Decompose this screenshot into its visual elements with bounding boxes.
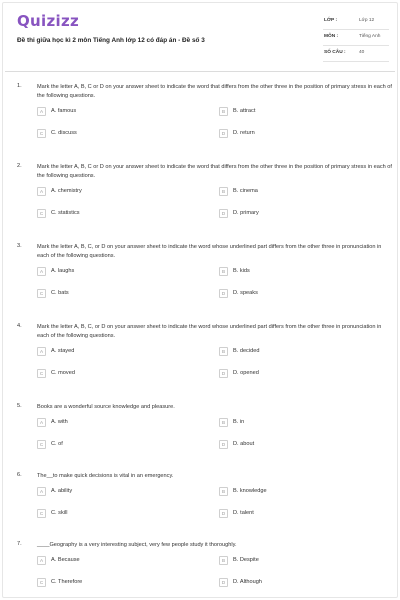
- question-text: Books are a wonderful source knowledge and pleasure.: [37, 404, 175, 410]
- question-item: [3, 321, 397, 401]
- question-list: [3, 81, 397, 598]
- option-letter-box[interactable]: A: [37, 107, 46, 116]
- question-number: 3.: [17, 243, 22, 249]
- option-text: C. of: [51, 441, 63, 447]
- question-item: [3, 161, 397, 241]
- answer-option[interactable]: [219, 209, 369, 221]
- option-text: D. opened: [233, 370, 259, 376]
- quizizz-logo[interactable]: Quizizz: [17, 12, 80, 30]
- option-text: B. knowledge: [233, 488, 267, 494]
- option-letter-box[interactable]: B: [219, 107, 228, 116]
- answer-option[interactable]: [37, 289, 187, 301]
- question-number: 6.: [17, 472, 22, 478]
- answer-option[interactable]: [37, 509, 187, 521]
- option-letter-box[interactable]: A: [37, 556, 46, 565]
- answer-option[interactable]: [37, 487, 187, 499]
- option-letter-box[interactable]: D: [219, 369, 228, 378]
- option-letter-box[interactable]: C: [37, 289, 46, 298]
- meta-value: Lớp 12: [359, 18, 375, 23]
- answer-option[interactable]: [37, 187, 187, 199]
- answer-option[interactable]: [37, 209, 187, 221]
- question-number: 7.: [17, 541, 22, 547]
- question-item: [3, 241, 397, 321]
- option-letter-box[interactable]: D: [219, 129, 228, 138]
- option-letter-box[interactable]: D: [219, 509, 228, 518]
- question-number: 5.: [17, 403, 22, 409]
- option-text: A. Because: [51, 557, 80, 563]
- worksheet-header: [3, 3, 397, 67]
- option-letter-box[interactable]: C: [37, 129, 46, 138]
- answer-option[interactable]: [219, 347, 369, 359]
- answer-option[interactable]: [37, 347, 187, 359]
- option-letter-box[interactable]: A: [37, 487, 46, 496]
- option-letter-box[interactable]: C: [37, 209, 46, 218]
- meta-label: LỚP :: [324, 18, 338, 23]
- meta-label: SỐ CÂU :: [324, 50, 346, 55]
- question-number: 4.: [17, 323, 22, 329]
- question-text: ____Geography is a very interesting subject, very few people study it thoroughly.: [37, 542, 237, 548]
- answer-option[interactable]: [219, 487, 369, 499]
- question-text: Mark the letter A, B, C or D on your answer sheet to indicate the word that differs from the other three in the position of primary stress in each of the following questions.: [37, 84, 392, 99]
- option-letter-box[interactable]: C: [37, 369, 46, 378]
- option-letter-box[interactable]: B: [219, 556, 228, 565]
- answer-option[interactable]: [219, 129, 369, 141]
- question-text: Mark the letter A, B, C or D on your answer sheet to indicate the word that differs from the other three in the position of primary stress in each of the following questions.: [37, 164, 392, 179]
- answer-option[interactable]: [219, 578, 369, 590]
- option-text: C. Therefore: [51, 579, 83, 585]
- header-divider: [5, 71, 395, 72]
- meta-label: MÔN :: [324, 34, 339, 39]
- worksheet-page: [2, 2, 398, 598]
- meta-value: 40: [359, 50, 365, 55]
- meta-row-class: [323, 15, 389, 30]
- option-text: B. cinema: [233, 188, 258, 194]
- option-text: A. stayed: [51, 348, 75, 354]
- meta-value: Tiếng Anh: [359, 34, 381, 39]
- option-letter-box[interactable]: D: [219, 578, 228, 587]
- option-letter-box[interactable]: D: [219, 289, 228, 298]
- question-number: 1.: [17, 83, 22, 89]
- option-text: D. return: [233, 130, 255, 136]
- option-text: B. in: [233, 419, 245, 425]
- question-item: [3, 401, 397, 470]
- answer-option[interactable]: [219, 187, 369, 199]
- option-text: B. kids: [233, 268, 250, 274]
- answer-option[interactable]: [219, 369, 369, 381]
- option-text: A. ability: [51, 488, 73, 494]
- option-text: C. moved: [51, 370, 75, 376]
- option-letter-box[interactable]: A: [37, 418, 46, 427]
- option-letter-box[interactable]: A: [37, 187, 46, 196]
- option-letter-box[interactable]: B: [219, 347, 228, 356]
- meta-row-question-count: [323, 47, 389, 62]
- option-text: A. with: [51, 419, 68, 425]
- answer-option[interactable]: [37, 578, 187, 590]
- answer-option[interactable]: [219, 556, 369, 568]
- option-letter-box[interactable]: D: [219, 209, 228, 218]
- option-letter-box[interactable]: A: [37, 267, 46, 276]
- option-letter-box[interactable]: C: [37, 440, 46, 449]
- option-text: C. statistics: [51, 210, 80, 216]
- option-text: C. discuss: [51, 130, 77, 136]
- option-text: B. decided: [233, 348, 260, 354]
- answer-option[interactable]: [219, 107, 369, 119]
- option-text: A. famous: [51, 108, 77, 114]
- page-title: Đề thi giữa học kì 2 môn Tiếng Anh lớp 12 có đáp án - Đề số 3: [17, 37, 205, 44]
- option-letter-box[interactable]: B: [219, 187, 228, 196]
- option-letter-box[interactable]: B: [219, 418, 228, 427]
- question-number: 2.: [17, 163, 22, 169]
- option-letter-box[interactable]: A: [37, 347, 46, 356]
- answer-option[interactable]: [219, 440, 369, 452]
- option-text: D. primary: [233, 210, 259, 216]
- answer-option[interactable]: [37, 369, 187, 381]
- question-text: Mark the letter A, B, C, or D on your answer sheet to indicate the word whose underlined part differs from the other three in pronunciation in each of the following questions.: [37, 244, 382, 259]
- option-text: D. talent: [233, 510, 254, 516]
- answer-option[interactable]: [37, 418, 187, 430]
- meta-row-subject: [323, 31, 389, 46]
- option-letter-box[interactable]: B: [219, 487, 228, 496]
- option-text: D. speaks: [233, 290, 258, 296]
- answer-option[interactable]: [37, 556, 187, 568]
- option-text: B. attract: [233, 108, 256, 114]
- option-text: A. laughs: [51, 268, 75, 274]
- worksheet-meta: [323, 15, 389, 63]
- question-item: [3, 470, 397, 539]
- question-text: The__to make quick decisions is vital in an emergency.: [37, 473, 174, 479]
- option-text: A. chemistry: [51, 188, 82, 194]
- answer-option[interactable]: [219, 289, 369, 301]
- answer-option[interactable]: [37, 107, 187, 119]
- option-letter-box[interactable]: C: [37, 578, 46, 587]
- option-letter-box[interactable]: D: [219, 440, 228, 449]
- option-letter-box[interactable]: C: [37, 509, 46, 518]
- option-text: D. about: [233, 441, 255, 447]
- question-text: Mark the letter A, B, C, or D on your answer sheet to indicate the word whose underlined part differs from the other three in pronunciation in each of the following questions.: [37, 324, 382, 339]
- option-text: D. Although: [233, 579, 262, 585]
- option-text: C. skill: [51, 510, 68, 516]
- answer-option[interactable]: [37, 267, 187, 279]
- answer-option[interactable]: [219, 509, 369, 521]
- answer-option[interactable]: [219, 418, 369, 430]
- option-text: B. Despite: [233, 557, 259, 563]
- question-item: [3, 81, 397, 161]
- option-letter-box[interactable]: B: [219, 267, 228, 276]
- answer-option[interactable]: [37, 440, 187, 452]
- answer-option[interactable]: [37, 129, 187, 141]
- answer-option[interactable]: [219, 267, 369, 279]
- question-item: [3, 539, 397, 598]
- option-text: C. bats: [51, 290, 69, 296]
